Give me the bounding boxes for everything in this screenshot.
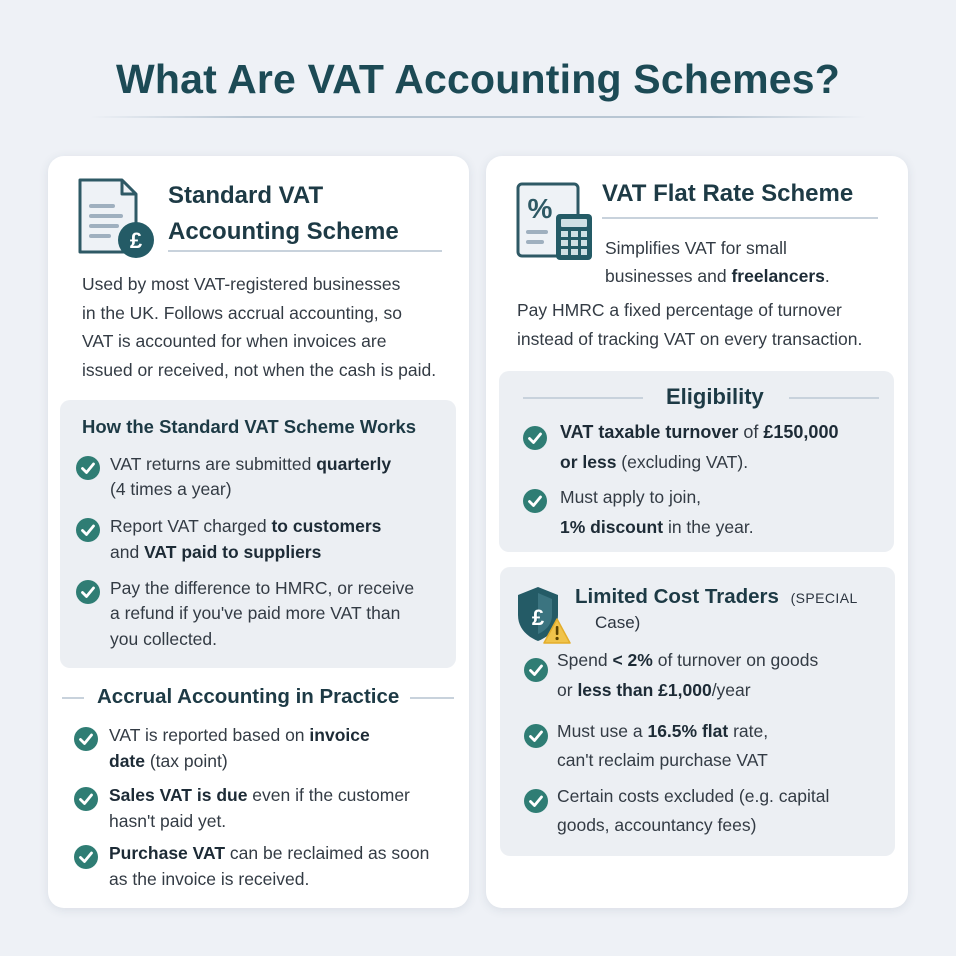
- check-icon: [524, 789, 548, 813]
- section-divider-left: [62, 697, 84, 699]
- check-icon: [74, 727, 98, 751]
- standard-scheme-intro: [82, 270, 436, 384]
- svg-text:%: %: [527, 193, 553, 224]
- item-line: Report VAT charged to customers: [110, 516, 382, 536]
- check-icon: [523, 489, 547, 513]
- how-it-works-panel: [60, 400, 456, 668]
- item-line: Certain costs excluded (e.g. capital: [557, 786, 830, 806]
- check-icon: [74, 787, 98, 811]
- lct-title: [575, 581, 858, 614]
- intro-line: Pay HMRC a fixed percentage of turnover: [517, 300, 842, 320]
- item-line: Must use a 16.5% flat rate,: [557, 721, 769, 741]
- heading-underline: [602, 217, 878, 219]
- item-line: as the invoice is received.: [109, 869, 310, 889]
- item-line: VAT taxable turnover of £150,000: [560, 422, 839, 442]
- svg-text:£: £: [531, 605, 545, 630]
- item-line: VAT returns are submitted quarterly: [110, 454, 392, 474]
- page-title: What Are VAT Accounting Schemes?: [116, 56, 840, 102]
- intro-line: in the UK. Follows accrual accounting, so: [82, 302, 403, 323]
- subtitle-line: Simplifies VAT for small: [605, 238, 787, 258]
- subtitle-line: businesses and freelancers.: [605, 266, 830, 286]
- item-line: 1% discount in the year.: [560, 517, 754, 537]
- flat-rate-heading: VAT Flat Rate Scheme: [602, 180, 854, 207]
- check-icon: [524, 724, 548, 748]
- check-icon: [74, 845, 98, 869]
- percent-calculator-icon: [514, 180, 596, 264]
- standard-scheme-card: [48, 156, 469, 908]
- check-icon: [76, 456, 100, 480]
- item-line: or less than £1,000/year: [557, 680, 751, 700]
- accrual-title: Accrual Accounting in Practice: [97, 685, 400, 708]
- intro-line: Used by most VAT-registered businesses: [82, 274, 401, 294]
- item-line: or less (excluding VAT).: [560, 452, 749, 472]
- intro-line: VAT is accounted for when invoices are: [82, 331, 387, 351]
- check-icon: [523, 426, 547, 450]
- limited-cost-traders-panel: [500, 567, 895, 856]
- eligibility-panel: [499, 371, 894, 552]
- section-divider-right: [789, 397, 879, 399]
- item-line: Purchase VAT can be reclaimed as soon: [109, 843, 430, 863]
- eligibility-title: Eligibility: [666, 384, 764, 409]
- item-line: Sales VAT is due even if the customer: [109, 785, 410, 805]
- shield-pound-warning-icon: [514, 583, 574, 647]
- item-line: Pay the difference to HMRC, or receive: [110, 578, 415, 598]
- item-line: goods, accountancy fees): [557, 815, 757, 835]
- svg-text:£: £: [129, 228, 143, 253]
- item-line: Must apply to join,: [560, 487, 702, 507]
- lct-title-text: Limited Cost Traders: [575, 585, 779, 608]
- flat-rate-card: [486, 156, 908, 908]
- lct-title-tag-line: Case): [595, 613, 641, 632]
- heading-line: Accounting Scheme: [168, 218, 399, 245]
- section-divider-left: [523, 397, 643, 399]
- check-icon: [76, 580, 100, 604]
- standard-scheme-heading: [168, 178, 399, 250]
- item-line: date (tax point): [109, 751, 228, 771]
- heading-underline: [168, 250, 442, 252]
- heading-line: Standard VAT: [168, 182, 324, 209]
- check-icon: [76, 518, 100, 542]
- item-line: VAT is reported based on invoice: [109, 725, 370, 745]
- intro-line: instead of tracking VAT on every transaction.: [517, 329, 863, 349]
- item-line: (4 times a year): [110, 479, 232, 499]
- intro-line: issued or received, not when the cash is paid.: [82, 359, 437, 380]
- flat-rate-intro: [517, 296, 862, 354]
- item-line: and VAT paid to suppliers: [110, 542, 322, 562]
- item-line: a refund if you've paid more VAT than: [110, 603, 401, 623]
- document-pound-icon: [76, 178, 158, 260]
- check-icon: [524, 658, 548, 682]
- special-case-tag: (SPECIAL: [790, 590, 858, 606]
- item-line: hasn't paid yet.: [109, 811, 227, 831]
- how-it-works-title: How the Standard VAT Scheme Works: [82, 416, 417, 437]
- section-divider-right: [410, 697, 454, 699]
- item-line: Spend < 2% of turnover on goods: [557, 650, 819, 670]
- item-line: you collected.: [110, 629, 218, 649]
- title-divider: [90, 116, 866, 118]
- item-line: can't reclaim purchase VAT: [557, 750, 768, 770]
- flat-rate-subtitle: [605, 234, 830, 290]
